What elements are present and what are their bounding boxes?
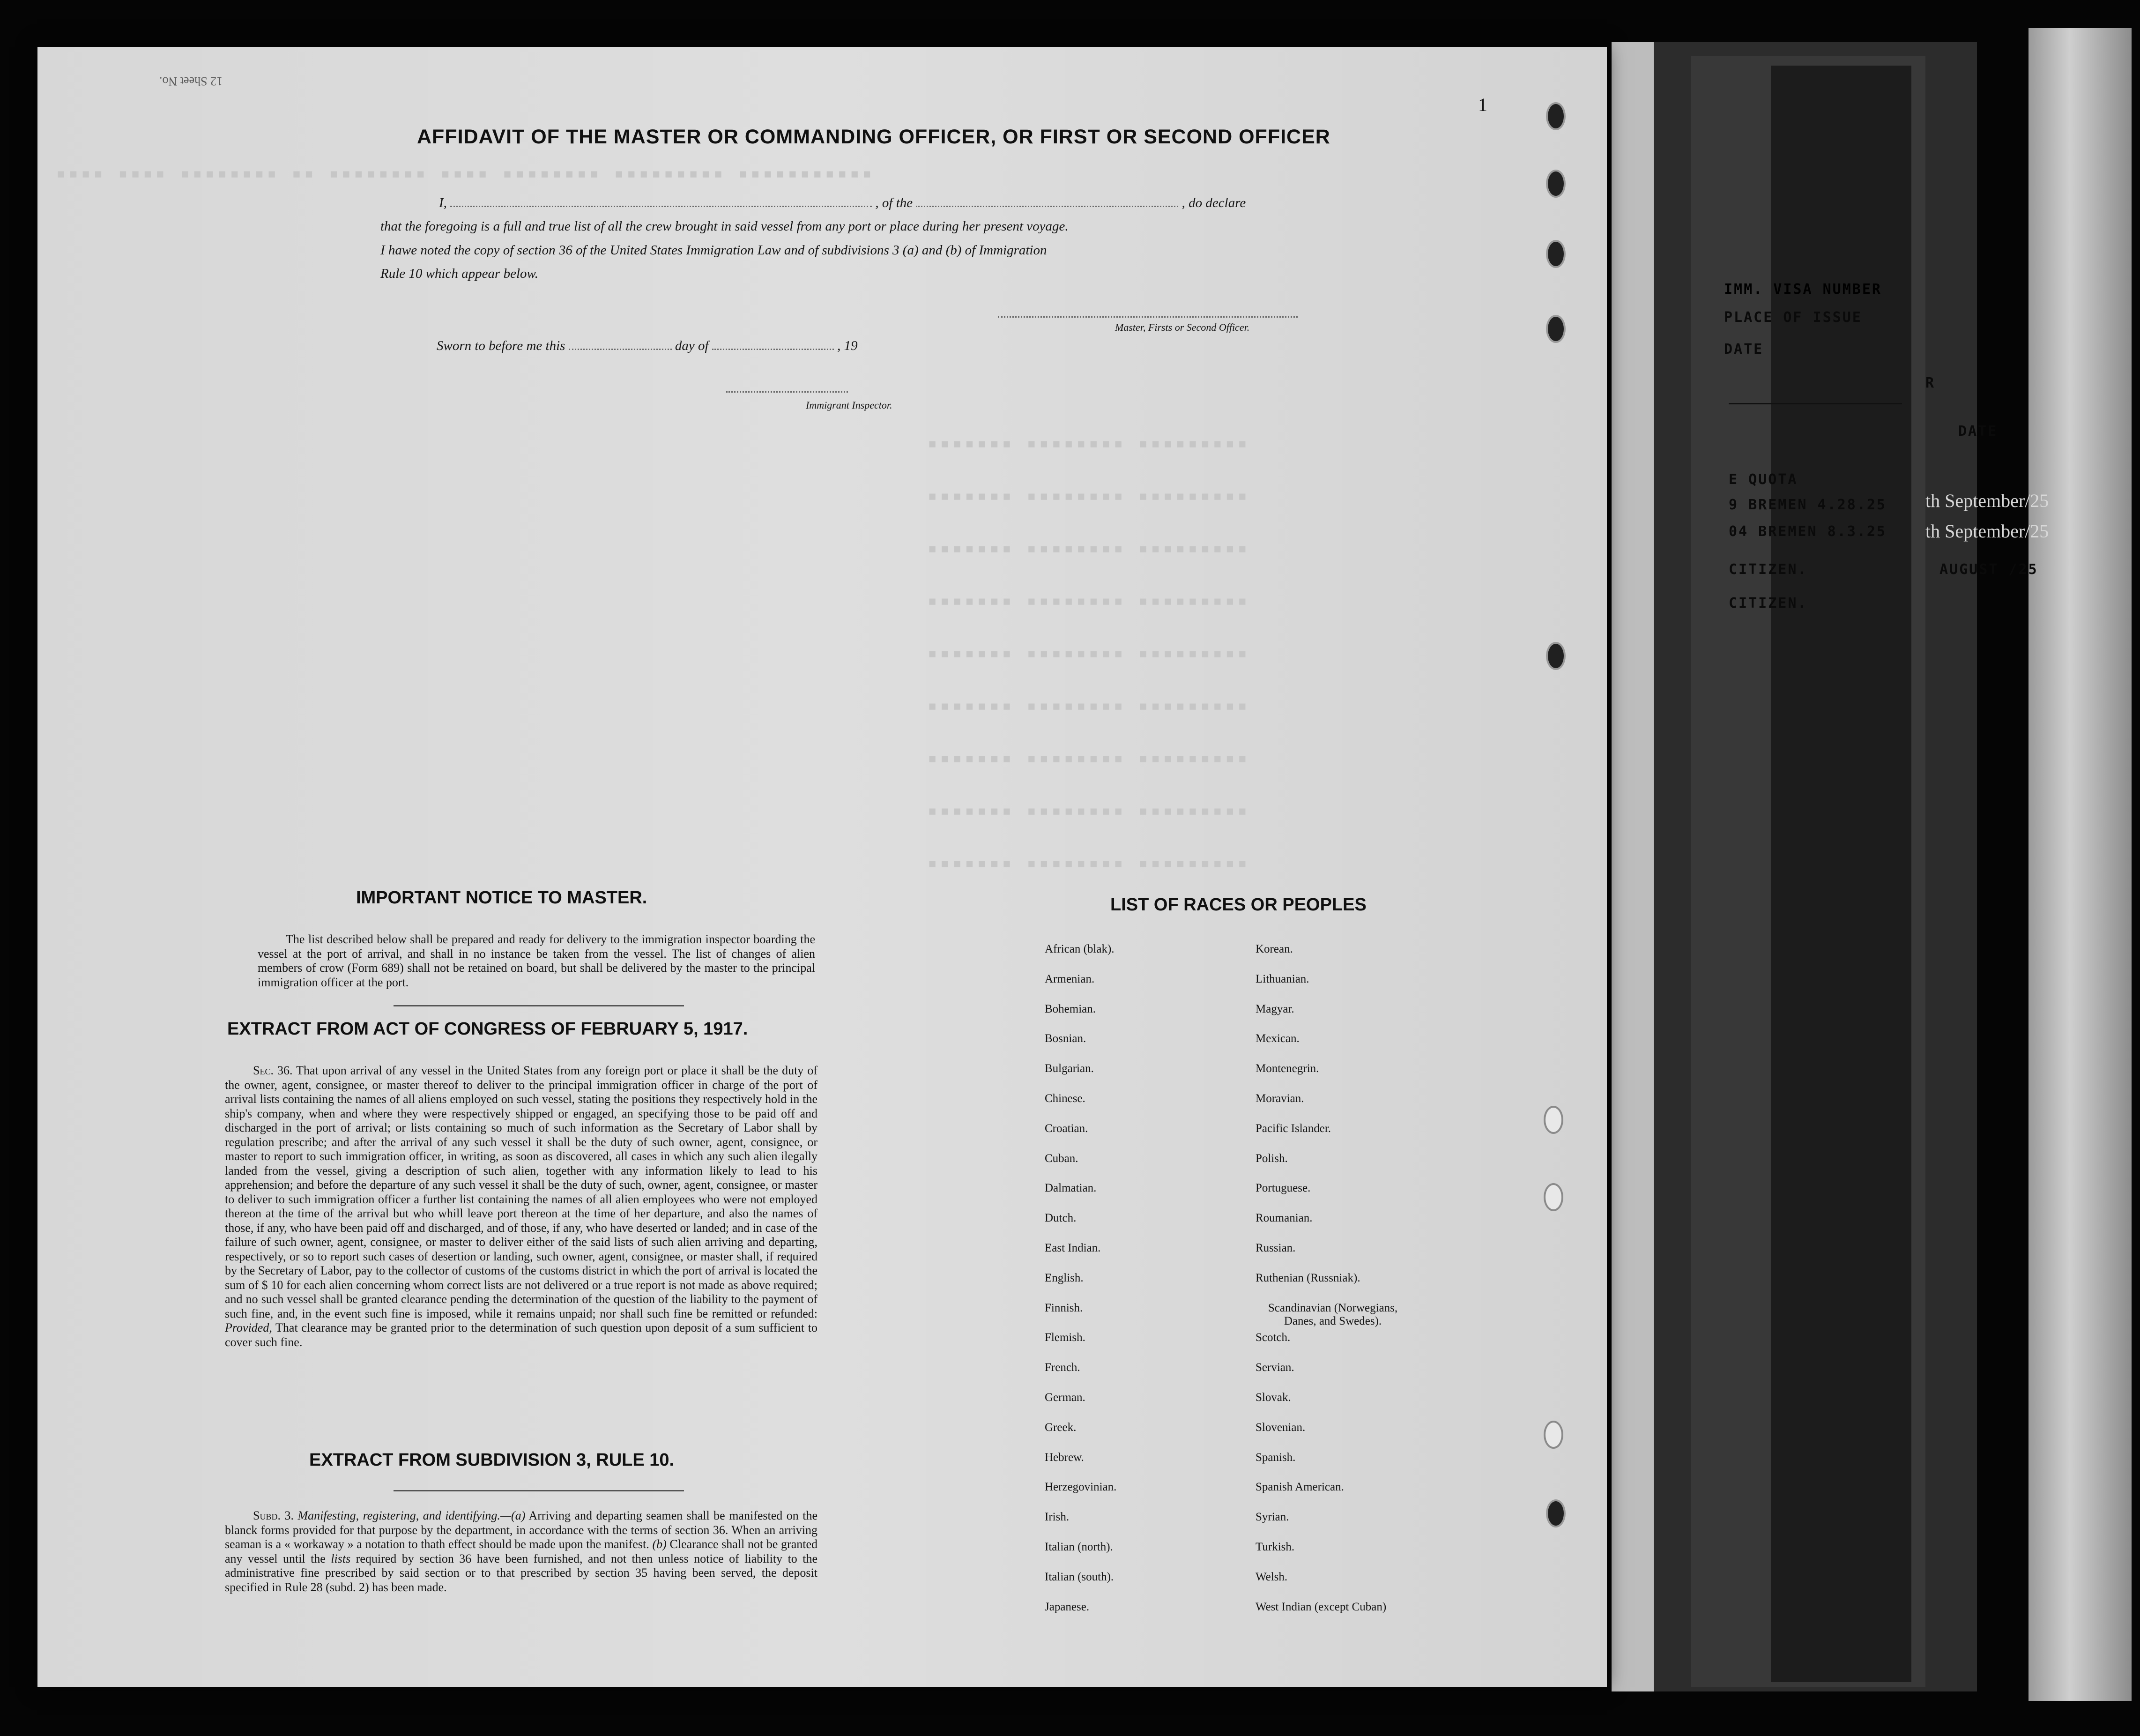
race-item: Dalmatian. — [1045, 1182, 1097, 1195]
lists-word: lists — [331, 1551, 351, 1565]
binder-hole-2 — [1546, 170, 1566, 198]
race-item: Moravian. — [1256, 1092, 1304, 1105]
corner-sheet-note: 12 Sheet No. — [159, 75, 223, 88]
manifest-back-page — [37, 47, 1607, 1687]
typed-date-header: DATE — [1724, 341, 1764, 358]
race-item: Montenegrin. — [1256, 1062, 1319, 1075]
sec-36-text: That upon arrival of any vessel in the United States from any foreign port or place it shall be the duty of the owner, agent, consignee, or master thereof to deliver to the principal immigration officer in charge of the port of arrival lists containing the names of all aliens employed on such vessel, stating the positions they respectively hold in the ship's company, when and where they were respectively shipped or engaged, an specifying those to be paid off and discharged in the port of arrival; or lists containing so much of such information as the Secretary of Labor shall by regulation prescribe; and after the arrival of any such vessel it shall be the duty of such owner, agent, consignee, or master to report to such immigration officer, in writing, as soon as discovered, all cases in which any such alien ilegally landed from the vessel, giving a description of such alien, together with any information likely to lead to his apprehension; and before the departure of any such vessel it shall be the duty of such, owner, agent, consignee, or master to deliver to such immigration officer a further list containing the names of all alien employees who were not employed thereon at the time of the arrival but who whill leave port thereon at the time of her departure, and also the names of those, if any, who have been paid off and discharged, and of those, if any, who have deserted or landed; and in case of the failure of such owner, agent, consignee, or master to deliver either of the said lists of such alien arriving and departing, respectively, or so to report such cases of desertion or landing, such owner, agent, consignee, or master shall, if required by the Secretary of Labor, pay to the collector of customs of the customs district in which the port of arrival is located the sum of $ 10 for each alien concerning whom correct lists are not delivered or a true report is not made as above required; and no such vessel shall be granted clearance pending the determination of the question of the liability to the payment of such fine, and, in the event such fine is imposed, while it remains unpaid; nor shall such fine be remitted or refunded: — [225, 1064, 817, 1320]
race-item: Korean. — [1256, 943, 1293, 955]
binder-hole-3 — [1546, 240, 1566, 268]
affidavit-declaration-line — [439, 195, 1324, 211]
notice-title: IMPORTANT NOTICE TO MASTER. — [356, 888, 647, 908]
binder-hole-4 — [1546, 315, 1566, 343]
typed-underline — [1729, 403, 1902, 404]
race-item: Spanish American. — [1256, 1481, 1344, 1494]
affidavit-title: AFFIDAVIT OF THE MASTER OR COMMANDING OFFICER, OR FIRST OR SECOND OFFICER — [417, 126, 1330, 148]
race-item: Portuguese. — [1256, 1182, 1311, 1195]
typed-citizen-2: CITIZEN. — [1729, 595, 1808, 611]
race-item: Finnish. — [1045, 1301, 1083, 1314]
master-signature-label: Master, Firsts or Second Officer. — [1115, 321, 1250, 333]
extract-act-body — [225, 1064, 817, 1349]
extract-rule-title: EXTRACT FROM SUBDIVISION 3, RULE 10. — [309, 1450, 675, 1470]
typed-citizen-1: CITIZEN. — [1729, 561, 1808, 578]
subd-3-b-label: (b) — [652, 1537, 667, 1551]
subd-3-body-b1: Clearance shall not be granted any vessel until the — [225, 1537, 818, 1565]
race-item: Servian. — [1256, 1361, 1294, 1374]
race-item: Italian (south). — [1045, 1570, 1114, 1583]
race-item: Polish. — [1256, 1152, 1288, 1165]
subd-3-body-a: Arriving and departing seamen shall be manifested on the blanck forms provided for that purpose by the department, in accordance with the terms of section 36. When an arriving seaman is a « workaway » a notation to thath effect should be made upon the manifest. — [225, 1509, 817, 1551]
race-item: Japanese. — [1045, 1600, 1090, 1613]
typed-date-col: DATE — [1958, 423, 1998, 440]
race-item: Hebrew. — [1045, 1451, 1084, 1464]
race-item: English. — [1045, 1271, 1084, 1284]
race-item: Lithuanian. — [1256, 972, 1309, 985]
notice-divider — [394, 1005, 684, 1006]
affidavit-of-the-label: , of the — [875, 195, 913, 210]
handwritten-september-1: th September/25 — [1925, 490, 2049, 511]
race-item: Flemish. — [1045, 1331, 1085, 1344]
inspector-signature-line[interactable] — [726, 391, 848, 393]
affidavit-do-declare-label: , do declare — [1181, 195, 1246, 210]
race-item: Irish. — [1045, 1511, 1070, 1524]
races-column-1 — [1045, 943, 1116, 1630]
race-item: Welsh. — [1256, 1570, 1288, 1583]
affidavit-line-3: I hawe noted the copy of section 36 of the United States Immigration Law and of subdivisions 3 (a) and (b) of Immigration — [380, 243, 1047, 258]
race-item: Syrian. — [1256, 1511, 1289, 1524]
race-item: Slovenian. — [1256, 1421, 1306, 1434]
vessel-name-field[interactable] — [916, 196, 1178, 207]
race-item: Cuban. — [1045, 1152, 1078, 1165]
race-item: Greek. — [1045, 1421, 1077, 1434]
page-number: 1 — [1478, 94, 1487, 115]
race-item: Scotch. — [1256, 1331, 1291, 1344]
binder-hole-5 — [1546, 642, 1566, 670]
race-item: Scandinavian (Norwegians, Danes, and Swedes). — [1268, 1301, 1398, 1327]
typed-bremen-1: 9 BREMEN 4.28.25 — [1729, 497, 1887, 513]
race-item: West Indian (except Cuban) — [1256, 1600, 1387, 1613]
race-item: Turkish. — [1256, 1540, 1295, 1553]
races-title: LIST OF RACES OR PEOPLES — [1110, 895, 1367, 915]
handwritten-september-2: th September/25 — [1925, 521, 2049, 542]
race-item: Pacific Islander. — [1256, 1122, 1331, 1135]
race-item: Mexican. — [1256, 1032, 1300, 1045]
underlying-sheet-edge — [2029, 28, 2132, 1701]
affidavit-line-4: Rule 10 which appear below. — [380, 266, 538, 281]
race-item: Italian (north). — [1045, 1540, 1113, 1553]
sworn-day-of-label: day of — [675, 338, 709, 353]
typed-august: AUGUST /25 — [1939, 561, 2038, 578]
sworn-prefix: Sworn to before me this — [437, 338, 565, 353]
notice-body: The list described below shall be prepared and ready for delivery to the immigration inspector boarding the vessel at the port of arrival, and shall in no instance be taken from the vessel. The list of changes of alien members of crow (Form 689) shall not be retained on board, but shall be delivered by the master to the principal immigration officer at the port. — [258, 932, 815, 989]
race-item: Slovak. — [1256, 1391, 1291, 1404]
race-item: East Indian. — [1045, 1241, 1101, 1254]
sworn-day-field[interactable] — [569, 339, 672, 350]
races-column-2 — [1256, 943, 1419, 1630]
subd-3-label: Subd. 3. — [253, 1509, 294, 1522]
race-item: Spanish. — [1256, 1451, 1296, 1464]
binder-hole-7 — [1544, 1183, 1563, 1211]
race-item: Roumanian. — [1256, 1212, 1313, 1225]
sec-36-tail: That clearance may be granted prior to the determination of such question upon deposit of a sum sufficient to cover such fine. — [225, 1321, 818, 1349]
race-item: Herzegovinian. — [1045, 1481, 1117, 1494]
race-item: Armenian. — [1045, 972, 1095, 985]
race-item: Magyar. — [1256, 1002, 1294, 1015]
sworn-month-field[interactable] — [712, 339, 834, 350]
binder-hole-8 — [1544, 1421, 1563, 1449]
typed-r: R — [1925, 375, 1936, 391]
master-signature-line[interactable] — [998, 316, 1298, 318]
race-item: African (blak). — [1045, 943, 1115, 955]
typed-quota: E QUOTA — [1729, 471, 1798, 488]
race-item: French. — [1045, 1361, 1080, 1374]
typed-bremen-2: 04 BREMEN 8.3.25 — [1729, 523, 1887, 540]
master-name-field[interactable] — [450, 196, 872, 207]
typed-visa-number: IMM. VISA NUMBER — [1724, 281, 1882, 298]
typed-place-of-issue: PLACE OF ISSUE — [1724, 309, 1862, 326]
sec-36-label: Sec. 36. — [253, 1064, 293, 1077]
race-item: Russian. — [1256, 1241, 1296, 1254]
race-item: Bohemian. — [1045, 1002, 1096, 1015]
inspector-signature-label: Immigrant Inspector. — [806, 399, 892, 411]
binder-hole-9 — [1546, 1499, 1566, 1527]
race-item: German. — [1045, 1391, 1085, 1404]
race-item: Croatian. — [1045, 1122, 1088, 1135]
affidavit-i-label: I, — [439, 195, 447, 210]
race-item: Bulgarian. — [1045, 1062, 1094, 1075]
provided-word: Provided, — [225, 1321, 272, 1334]
rule-divider — [394, 1490, 684, 1491]
binder-hole-6 — [1544, 1106, 1563, 1134]
sworn-statement-line — [437, 338, 858, 354]
extract-act-title: EXTRACT FROM ACT OF CONGRESS OF FEBRUARY 5, 1917. — [227, 1019, 748, 1039]
binder-hole-1 — [1546, 102, 1566, 130]
affidavit-line-2: that the foregoing is a full and true list of all the crew brought in said vessel from any port or place during her present voyage. — [380, 219, 1069, 234]
right-page-shadow — [1612, 42, 1654, 1691]
bleed-through-rows: ▪▪▪▪▪▪▪ ▪▪▪▪▪▪▪▪ ▪▪▪▪▪▪▪▪▪ ▪▪▪▪▪▪▪ ▪▪▪▪▪▪▪▪ ▪▪▪▪▪▪▪▪▪ ▪▪▪▪▪▪▪ ▪▪▪▪▪▪▪▪ ▪▪▪▪▪▪▪▪▪ ▪▪▪▪▪▪▪ ▪▪▪▪▪▪▪▪ ▪▪▪▪▪▪▪▪▪ ▪▪▪▪▪▪▪ ▪▪▪▪▪▪▪▪ ▪▪▪▪▪▪▪▪▪ ▪▪▪▪▪▪▪ ▪▪▪▪▪▪▪▪ ▪▪▪▪▪▪▪▪▪ ▪▪▪▪▪▪▪ ▪▪▪▪▪▪▪▪ ▪▪▪▪▪▪▪▪▪ ▪▪▪▪▪▪▪ ▪▪▪▪▪▪▪▪ ▪▪▪▪▪▪▪▪▪ ▪▪▪▪▪▪▪ ▪▪▪▪▪▪▪▪ ▪▪▪▪▪▪▪▪▪ — [928, 434, 1250, 872]
race-item: Dutch. — [1045, 1212, 1077, 1225]
bleed-through-text: ▪▪▪▪ ▪▪▪▪ ▪▪▪▪▪▪▪▪ ▪▪ ▪▪▪▪▪▪▪▪ ▪▪▪▪ ▪▪▪▪▪▪▪▪ ▪▪▪▪▪▪▪▪▪ ▪▪▪▪▪▪▪▪▪▪▪ — [56, 164, 875, 183]
race-item: Ruthenian (Russniak). — [1256, 1271, 1360, 1284]
subd-3-body-b2: required by section 36 have been furnished, and not then unless notice of liability to the administrative fine prescribed by said section or to that prescribed by section 35 having been served, the deposit specified in Rule 28 (subd. 2) has been made. — [225, 1551, 818, 1594]
sworn-year-label: , 19 — [837, 338, 858, 353]
subd-3-heading: Manifesting, registering, and identifying.—(a) — [297, 1509, 526, 1522]
extract-rule-body — [225, 1509, 817, 1594]
underlying-sheet-fold — [1771, 66, 1911, 1682]
race-item: Bosnian. — [1045, 1032, 1086, 1045]
race-item: Chinese. — [1045, 1092, 1085, 1105]
